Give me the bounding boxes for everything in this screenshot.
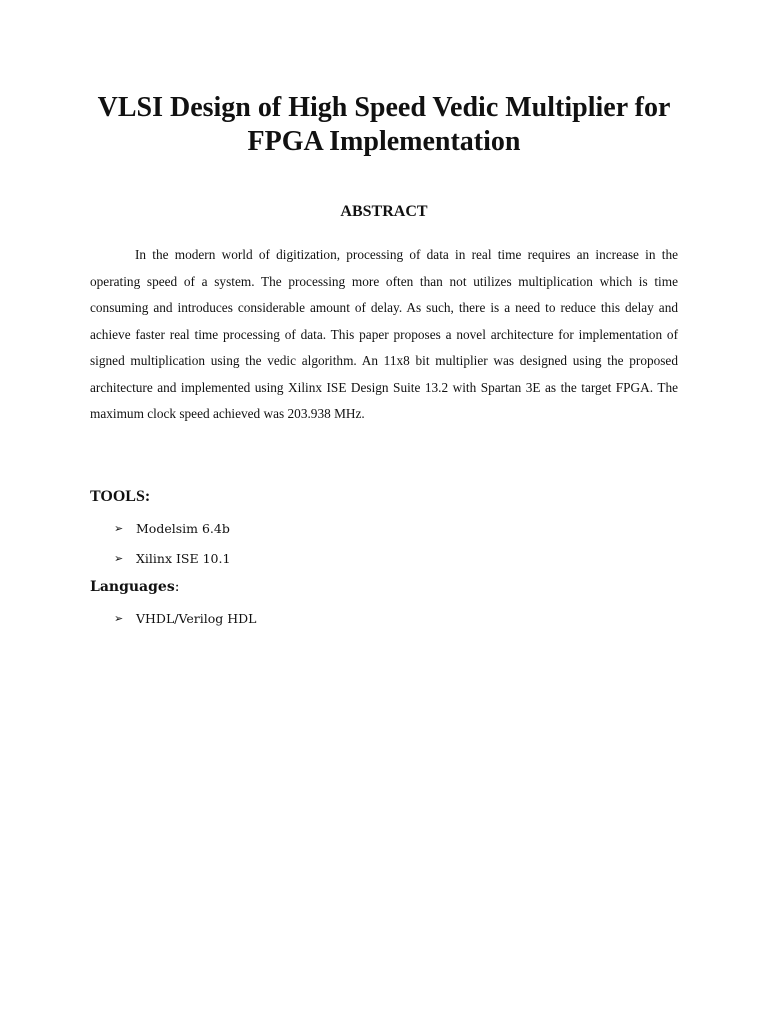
languages-heading (90, 577, 179, 597)
tool-item-label: Modelsim 6.4b (136, 521, 230, 536)
tool-item-label: Xilinx ISE 10.1 (136, 551, 231, 566)
languages-heading-colon: : (174, 579, 180, 595)
arrow-bullet-icon: ➢ (114, 612, 124, 625)
language-item-label: VHDL/Verilog HDL (136, 611, 257, 626)
list-item (114, 514, 230, 544)
tools-heading: TOOLS: (90, 488, 151, 505)
list-item (114, 544, 230, 574)
languages-heading-label: Languages (90, 579, 175, 595)
abstract-heading: ABSTRACT (340, 203, 428, 220)
list-item (114, 604, 256, 634)
tools-list (114, 514, 230, 574)
title-line-1: VLSI Design of High Speed Vedic Multiplier for (97, 92, 671, 123)
arrow-bullet-icon: ➢ (114, 522, 124, 535)
title-line-2: FPGA Implementation (247, 126, 521, 157)
abstract-paragraph: In the modern world of digitization, processing of data in real time requires an increase in the operating speed of a system. The processing more often than not utilizes multiplication which is time consuming and introduces considerable amount of delay. As such, there is a need to reduce this delay and achieve faster real time processing of data. This paper proposes a novel architecture for implementation of signed multiplication using the vedic algorithm. An 11x8 bit multiplier was designed using the proposed architecture and implemented using Xilinx ISE Design Suite 13.2 with Spartan 3E as the target FPGA. The maximum clock speed achieved was 203.938 MHz. (90, 247, 678, 421)
languages-list (114, 604, 256, 634)
document-title (60, 91, 708, 159)
arrow-bullet-icon: ➢ (114, 552, 124, 565)
